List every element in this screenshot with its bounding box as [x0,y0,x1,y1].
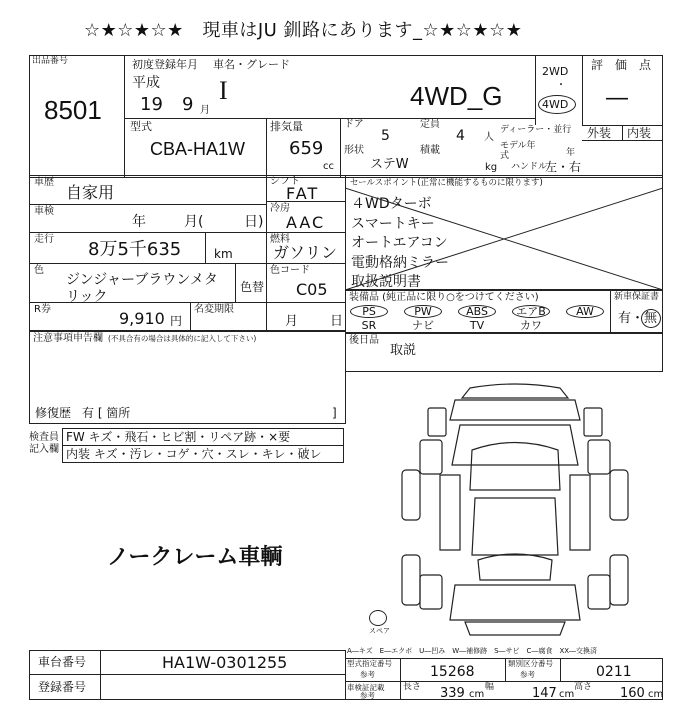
mileage: 8万5千635 [88,239,182,260]
length: 339 [440,686,465,701]
equip-code-airbag: エアB [516,305,546,318]
length-label: 長さ [403,682,422,692]
model-year-label: モデル年式 [500,141,536,161]
month-num: 9 [182,94,194,115]
model-name: I [219,76,228,105]
doors: 5 [381,128,390,144]
name-change-month: 月 [285,314,299,329]
lot-number: 8501 [44,95,102,125]
type-cert-label: 型式指定番号 [347,659,392,668]
inspector-label: 検査員記入欄 [29,432,59,455]
shape: ステW [370,157,409,172]
sales-point: ４WDターボ [351,196,432,212]
width: 147 [532,686,557,701]
int-label: 内装 [627,126,652,140]
height-label: 高さ [574,682,593,692]
rear-value: 取説 [390,343,417,358]
equip-code-ps: PS [362,305,376,318]
cc-unit: cc [323,161,334,172]
ext-label: 外装 [587,126,612,140]
ac: AAC [286,213,326,232]
ref-label-2: 参考 [520,670,535,679]
color: ジンジャーブラウンメタリック [66,272,218,305]
height: 160 [620,686,645,701]
displacement: 659 [289,138,324,159]
rear-label: 後日品 [349,335,379,346]
inspection-month: 月( [184,214,204,230]
shape-label: 形状 [344,145,364,156]
score: ― [606,86,628,111]
month-unit: 月 [200,105,210,116]
sales-point: オートエアコン [351,235,448,251]
legend-row-1: FW キズ・飛石・ヒビ割・リペア跡・×要 [66,430,291,444]
color-code: C05 [296,280,328,299]
history-label: 車歴 [34,177,54,188]
name-change-day: 日 [330,314,344,329]
color-label: 色 [34,265,44,276]
equip-code-abs: ABS [466,305,488,318]
chassis-number: HA1W-0301255 [162,653,288,672]
spare-label: スペア [369,627,390,635]
drive-4wd: 4WD [542,98,569,111]
reg-no-label: 登録番号 [38,680,87,694]
doors-label: ドア [344,119,364,130]
dealer-label: ディーラー・並行 [500,125,572,135]
inspection-year: 年 [132,214,146,230]
history: 自家用 [66,183,115,202]
era: 平成 [132,75,160,91]
equip-name-leather: カワ [520,319,542,332]
equip-name-navi: ナビ [412,319,434,332]
type-cert: 15268 [430,664,475,680]
recycle-label: R券 [34,304,51,315]
kg-unit: kg [485,162,498,173]
first-reg-label: 初度登録年月 [132,58,198,71]
ref-label-3: 参考 [360,691,375,700]
length-unit: cm [469,689,485,700]
capacity-unit: 人 [484,132,494,143]
handle: 左・右 [545,160,582,174]
chassis-label: 車台番号 [38,655,87,669]
ac-label: 冷房 [270,203,290,214]
legend-row-2: 内装 キズ・汚レ・コゲ・穴・スレ・キレ・破レ [66,447,322,461]
notes-label: 注意事項申告欄 [33,333,103,344]
ref-label-1: 参考 [360,670,375,679]
color-change: 色替 [240,280,265,294]
yen-unit: 円 [170,314,183,328]
grade: 4WD_G [410,81,503,111]
no-claim-stamp: ノークレーム車輌 [107,545,283,570]
damage-legend: A―キズ E―エクボ U―凹み W―補修跡 S―サビ C―腐食 XX―交換済 [347,647,598,655]
capacity: 4 [456,128,465,144]
car-cert-label: 車検証記載 [347,683,385,692]
capacity-label: 定員 [420,119,440,130]
year: 19 [140,94,163,115]
model-code: CBA-HA1W [150,139,246,159]
shift: FAT [286,184,320,203]
model-code-label: 型式 [130,120,152,133]
displacement-label: 排気量 [270,120,303,133]
sales-label: セールスポイント(正常に機能するものに限ります) [350,178,543,188]
new-car-cert-label: 新車保証書 [614,292,660,302]
car-damage-diagram [400,380,630,640]
notes-sub: (不具合有の場合は具体的に記入して下さい) [108,334,257,343]
repair: 有 [ 箇所 [82,406,131,420]
repair-label: 修復歴 [35,406,72,420]
sales-point: スマートキー [351,215,435,232]
height-unit: cm [648,689,664,700]
handle-label: ハンドル [511,162,548,172]
repair-close: ] [332,406,337,420]
lot-label: 出品番号 [32,56,69,66]
name-change-label: 名変期限 [194,304,234,315]
new-car-cert-circle [641,309,661,328]
equipment-label: 装備品 (純正品に限り○をつけてください) [349,292,539,303]
equip-code-pw: PW [414,305,432,318]
year-unit: 年 [566,148,576,158]
class-label: 類別区分番号 [508,659,553,668]
equip-name-sr: SR [361,319,377,332]
fuel-label: 燃料 [270,234,290,245]
shift-label: シフト [270,176,300,187]
width-unit: cm [559,689,575,700]
mileage-label: 走行 [34,234,54,245]
drive-2wd: 2WD [542,65,569,78]
color-code-label: 色コード [270,265,310,276]
equip-name-tv: TV [469,319,485,332]
sales-cross-lines [345,175,663,290]
model-name-label: 車名・グレード [213,58,290,71]
new-car-cert: 有・無 [618,311,658,326]
inspection-label: 車検 [34,206,54,217]
fuel: ガソリン [273,243,338,262]
load-label: 積載 [420,145,440,156]
recycle: 9,910 [119,309,165,328]
spare-tire-icon [369,610,387,626]
score-label: 評 価 点 [591,58,652,72]
sales-point: 取扱説明書 [351,274,421,290]
banner-title: ☆★☆★☆★ 現車はJU 釧路にあります_☆★☆★☆★ [84,20,523,41]
km-unit: km [214,247,233,261]
width-label: 幅 [485,682,495,692]
inspection-day: 日) [244,214,264,230]
equip-code-aw: AW [576,305,594,318]
class-number: 0211 [596,664,632,680]
sales-point: 電動格納ミラー [351,254,449,271]
notes-block [29,331,346,424]
